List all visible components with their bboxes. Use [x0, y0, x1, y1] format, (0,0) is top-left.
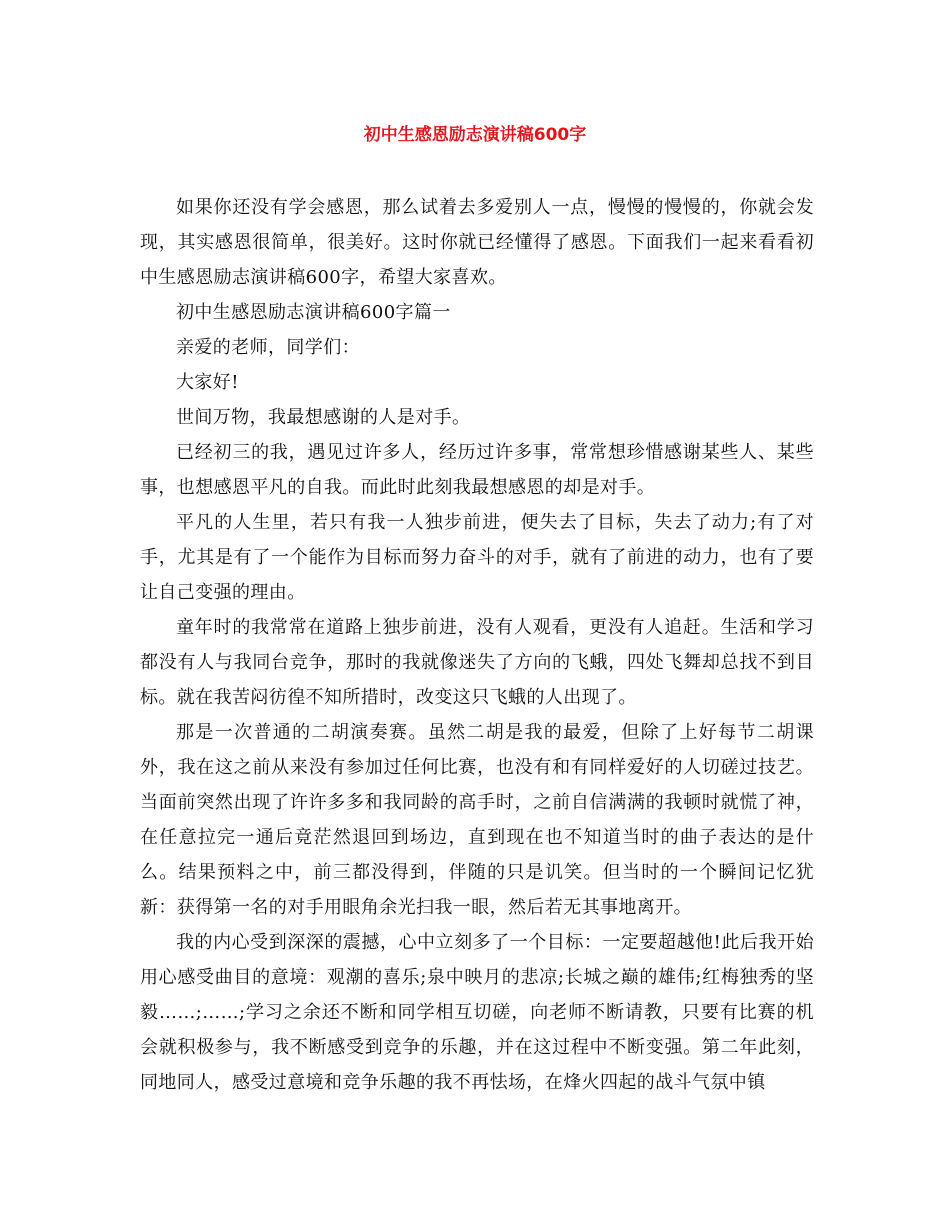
paragraph-greeting: 大家好! [176, 372, 239, 393]
paragraph-salutation: 亲爱的老师，同学们： [176, 337, 360, 358]
document-body [140, 190, 814, 1100]
paragraph: 我的内心受到深深的震撼，心中立刻多了一个目标：一定要超越他!此后我开始用心感受曲目的意境：观潮的喜乐;泉中映月的悲凉;长城之巅的雄伟;红梅独秀的坚毅……;……;学习之余还不断和同学相互切磋，向老师不断请教，只要有比赛的机会就积极参与，我不断感受到竞争的乐趣，并在这过程中不断变强。第二年此刻，同地同人，感受过意境和竞争乐趣的我不再怯场，在烽火四起的战斗气氛中镇 [140, 932, 814, 1093]
paragraph: 已经初三的我，遇见过许多人，经历过许多事，常常想珍惜感谢某些人、某些事，也想感恩平凡的自我。而此时此刻我最想感恩的却是对手。 [140, 442, 814, 498]
paragraph-section-heading: 初中生感恩励志演讲稿600字篇一 [176, 302, 451, 323]
paragraph: 世间万物，我最想感谢的人是对手。 [176, 407, 471, 428]
paragraph: 童年时的我常常在道路上独步前进，没有人观看，更没有人追赶。生活和学习都没有人与我同台竞争，那时的我就像迷失了方向的飞蛾，四处飞舞却总找不到目标。就在我苦闷彷徨不知所措时，改变这只飞蛾的人出现了。 [140, 617, 814, 708]
paragraph: 那是一次普通的二胡演奏赛。虽然二胡是我的最爱，但除了上好每节二胡课外，我在这之前从来没有参加过任何比赛，也没有和有同样爱好的人切磋过技艺。当面前突然出现了许许多多和我同龄的高手时，之前自信满满的我顿时就慌了神，在任意拉完一通后竟茫然退回到场边，直到现在也不知道当时的曲子表达的是什么。结果预料之中，前三都没得到，伴随的只是讥笑。但当时的一个瞬间记忆犹新：获得第一名的对手用眼角余光扫我一眼，然后若无其事地离开。 [140, 722, 814, 918]
document-title: 初中生感恩励志演讲稿600字 [363, 125, 587, 145]
paragraph: 平凡的人生里，若只有我一人独步前进，便失去了目标，失去了动力;有了对手，尤其是有了一个能作为目标而努力奋斗的对手，就有了前进的动力，也有了要让自己变强的理由。 [140, 512, 814, 603]
paragraph-intro: 如果你还没有学会感恩，那么试着去多爱别人一点，慢慢的慢慢的，你就会发现，其实感恩很简单，很美好。这时你就已经懂得了感恩。下面我们一起来看看初中生感恩励志演讲稿600字，希望大家喜欢。 [140, 197, 814, 288]
